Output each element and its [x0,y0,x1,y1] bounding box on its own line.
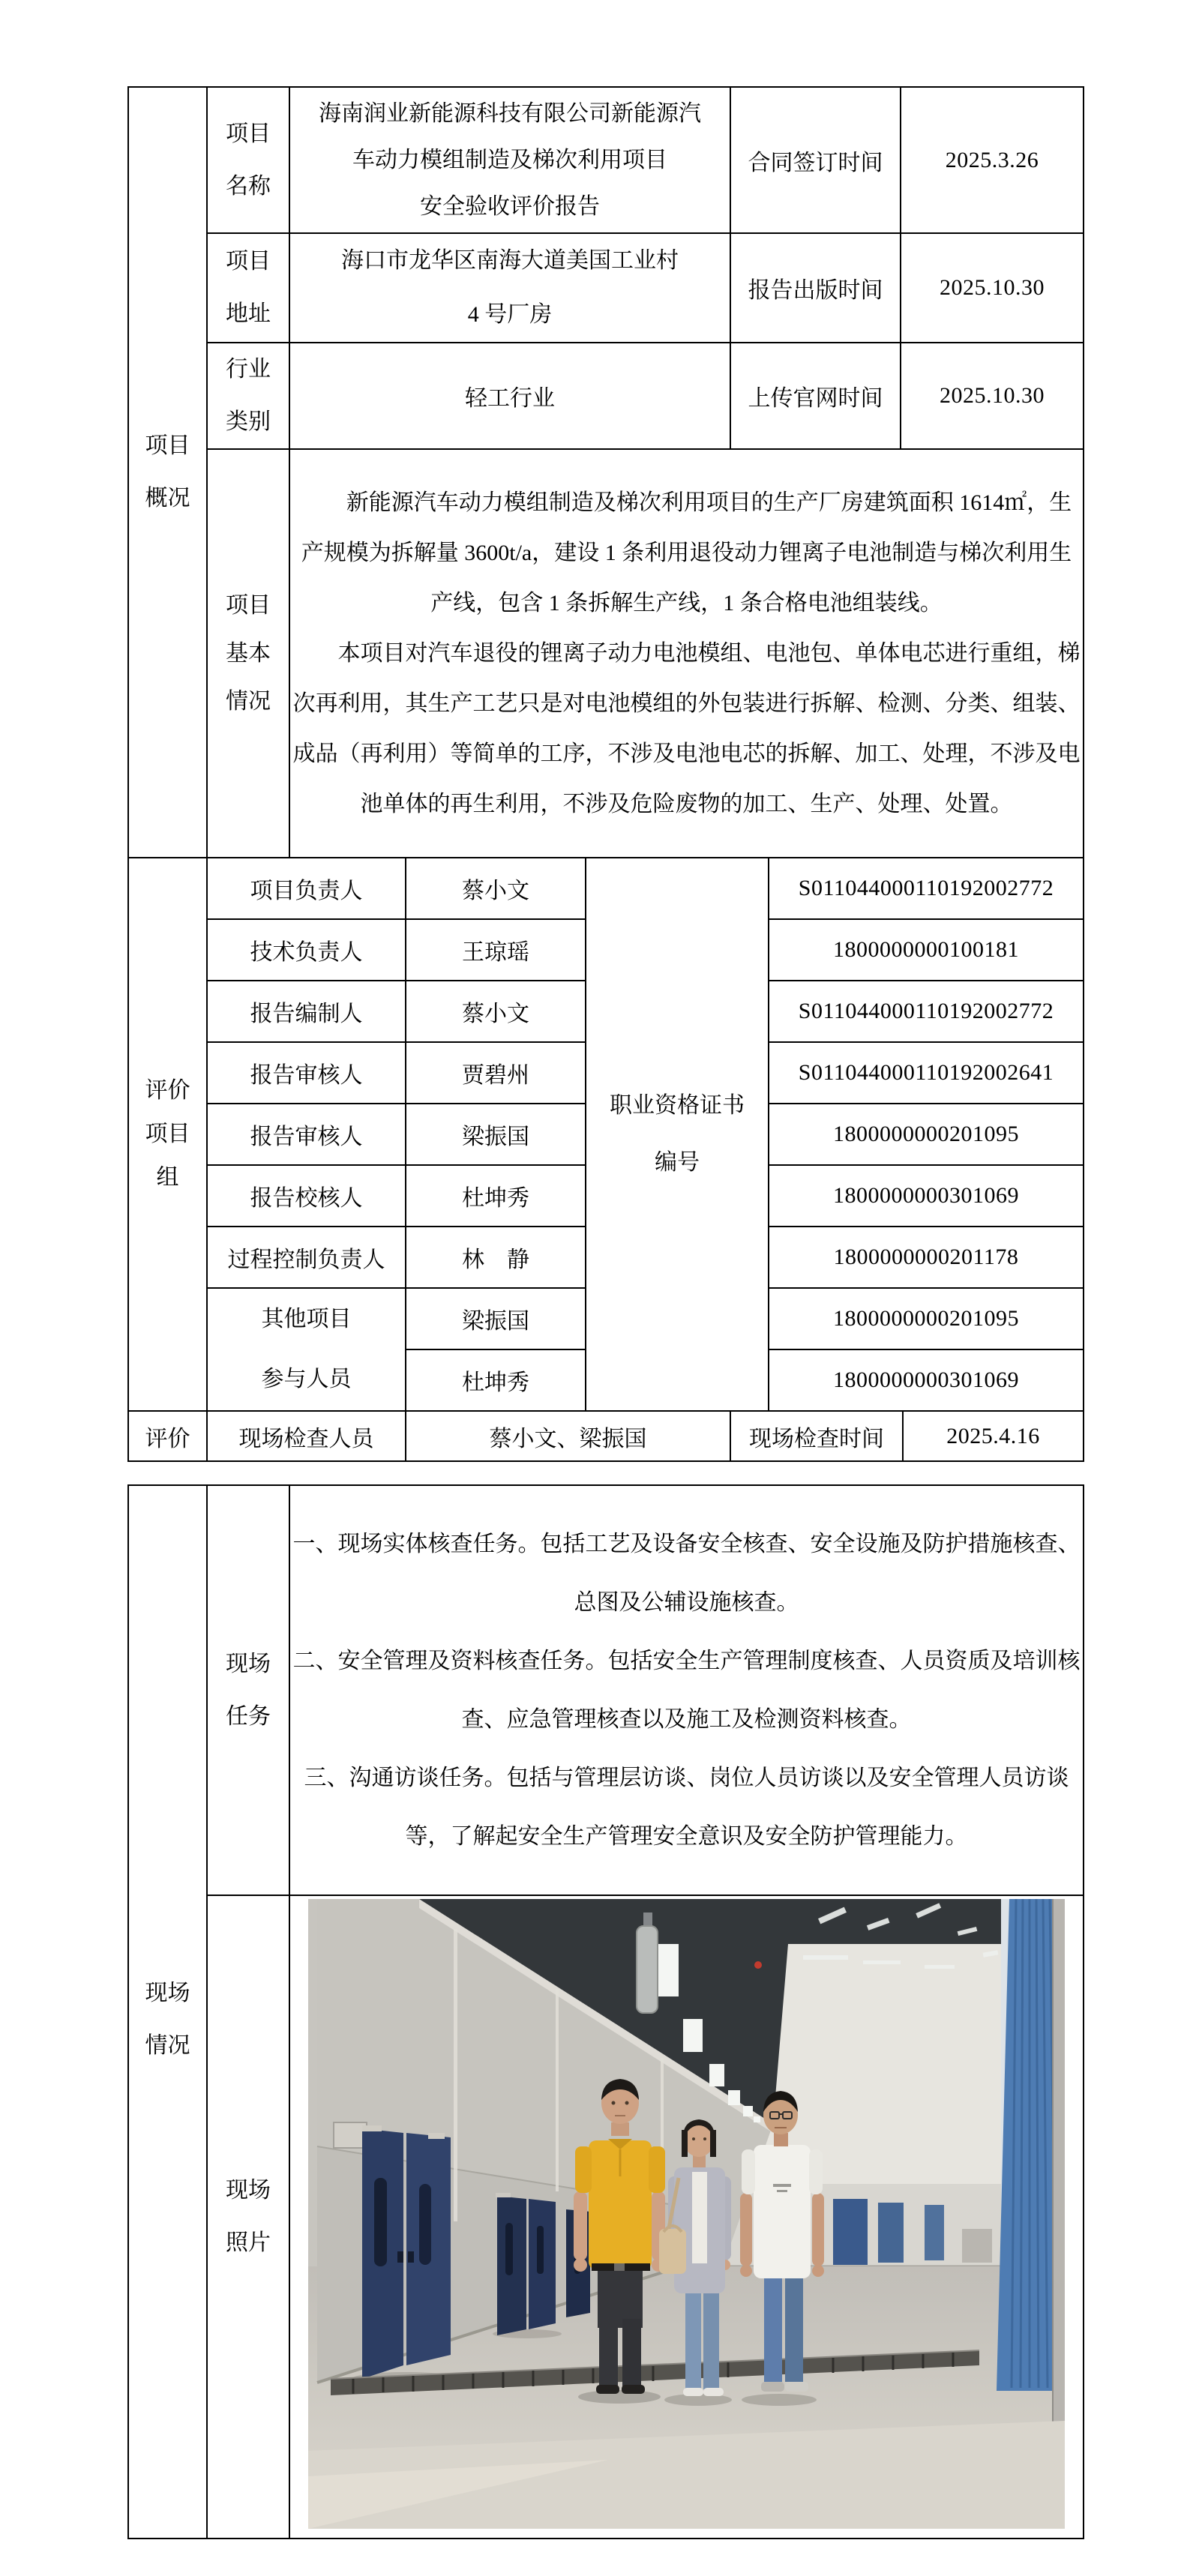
basic-paragraph-2: 本项目对汽车退役的锂离子动力电池模组、电池包、单体电芯进行重组，梯次再利用，其生产工艺只是对电池模组的外包装进行拆解、检测、分类、组装、成品（再利用）等简单的工序，不涉及电池电芯的拆解、加工、处理，不涉及电池单体的再生利用，不涉及危险废物的加工、生产、处理、处置。 [292,641,1081,816]
row-header-site-situation: 现场 情况 [128,1485,207,2539]
report-publish-date-value: 2025.10.30 [901,233,1084,343]
site-inspection-date-value: 2025.4.16 [903,1411,1084,1461]
cert-other-participant-2: 1800000000301069 [769,1349,1084,1411]
role-process-control-leader: 过程控制负责人 [207,1227,406,1288]
role-report-proofreader: 报告校核人 [207,1165,406,1227]
role-report-reviewer-2: 报告审核人 [207,1104,406,1165]
name-report-proofreader: 杜坤秀 [406,1165,586,1227]
name-report-reviewer-1: 贾碧州 [406,1042,586,1104]
label-project-name: 项目 名称 [207,87,289,233]
row-header-evaluation: 评价 [128,1411,207,1461]
basic-paragraph-1: 新能源汽车动力模组制造及梯次利用项目的生产厂房建筑面积 1614㎡，生产规模为拆解量 3600t/a，建设 1 条利用退役动力锂离子电池制造与梯次利用生产线，包含 1 条拆解生产线，1 条合格电池组装线。 [301,490,1072,616]
vent-fixture [637,1926,658,2013]
site-inspectors-value: 蔡小文、梁振国 [406,1411,730,1461]
project-basic-info-text [289,449,1084,858]
upload-date-value: 2025.10.30 [901,343,1084,449]
wall-box [334,2122,367,2148]
label-site-tasks: 现场 任务 [207,1485,289,1895]
task-paragraph-2: 二、安全管理及资料核查任务。包括安全生产管理制度核查、人员资质及培训核查、应急管理核查以及施工及检测资料核查。 [292,1648,1081,1732]
site-photo-cell [289,1895,1084,2539]
cert-project-leader: S011044000110192002772 [769,858,1084,919]
industry-category-value: 轻工行业 [289,343,730,449]
site-tasks-text [289,1485,1084,1895]
alarm-lamp [754,1961,762,1969]
name-process-control-leader: 林 静 [406,1227,586,1288]
project-overview-table [127,86,1084,858]
role-project-leader: 项目负责人 [207,858,406,919]
site-situation-table [127,1484,1084,2539]
row-header-evaluation-team: 评价 项目 组 [128,858,207,1411]
cert-process-control-leader: 1800000000201178 [769,1227,1084,1288]
cert-report-reviewer-2: 1800000000201095 [769,1104,1084,1165]
distant-door [925,2205,944,2260]
distant-door [833,2199,868,2265]
contract-sign-date-value: 2025.3.26 [901,87,1084,233]
name-report-author: 蔡小文 [406,981,586,1042]
label-other-participants: 其他项目 参与人员 [207,1288,406,1411]
row-header-project-overview [128,87,207,858]
project-address-value: 海口市龙华区南海大道美国工业村 4 号厂房 [289,233,730,343]
label-report-publish-date: 报告出版时间 [730,233,901,343]
role-report-reviewer-1: 报告审核人 [207,1042,406,1104]
site-inspection-row [127,1410,1084,1462]
role-technical-leader: 技术负责人 [207,919,406,981]
evaluation-team-table [127,857,1084,1412]
task-paragraph-1: 一、现场实体核查任务。包括工艺及设备安全核查、安全设施及防护措施核查、总图及公辅设施核查。 [292,1531,1081,1615]
label-industry-category: 行业 类别 [207,343,289,449]
label-project-basic-info: 项目 基本 情况 [207,449,289,858]
name-other-participant-2: 杜坤秀 [406,1349,586,1411]
name-other-participant-1: 梁振国 [406,1288,586,1349]
distant-door [878,2203,904,2263]
name-report-reviewer-2: 梁振国 [406,1104,586,1165]
name-project-leader: 蔡小文 [406,858,586,919]
label-certificate-number: 职业资格证书 编号 [586,858,769,1411]
label-site-inspectors: 现场检查人员 [207,1411,406,1461]
cert-technical-leader: 1800000000100181 [769,919,1084,981]
row-header-line: 概况 [145,486,190,511]
site-photo [308,1899,1065,2529]
label-upload-date: 上传官网时间 [730,343,901,449]
section-gap [127,1462,1083,1484]
label-site-inspection-date: 现场检查时间 [730,1411,903,1461]
report-table [127,86,1083,2539]
name-technical-leader: 王琼瑶 [406,919,586,981]
label-project-address: 项目 地址 [207,233,289,343]
label-site-photo: 现场 照片 [207,1895,289,2539]
cert-report-author: S011044000110192002772 [769,981,1084,1042]
cert-report-proofreader: 1800000000301069 [769,1165,1084,1227]
cert-other-participant-1: 1800000000201095 [769,1288,1084,1349]
label-contract-sign-date: 合同签订时间 [730,87,901,233]
row-header-line: 项目 [145,433,190,458]
project-name-value: 海南润业新能源科技有限公司新能源汽 车动力模组制造及梯次利用项目 安全验收评价报告 [289,87,730,233]
cert-report-reviewer-1: S011044000110192002641 [769,1042,1084,1104]
role-report-author: 报告编制人 [207,981,406,1042]
task-paragraph-3: 三、沟通访谈任务。包括与管理层访谈、岗位人员访谈以及安全管理人员访谈等，了解起安全生产管理安全意识及安全防护管理能力。 [304,1765,1069,1849]
